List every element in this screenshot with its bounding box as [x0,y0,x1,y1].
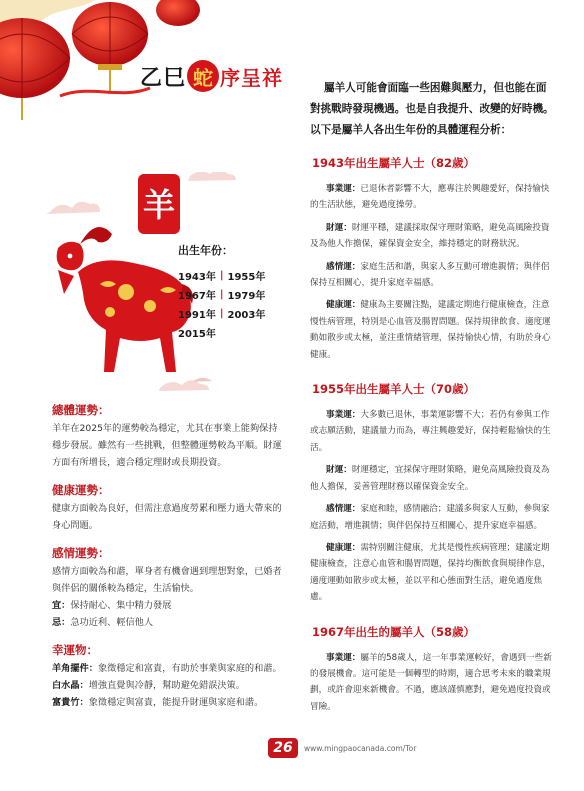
health-fortune-text: 健康方面較為良好，但需注意過度勞累和壓力過大帶來的身心問題。 [52,503,282,531]
fortune-label: 健康運： [326,300,361,311]
love-fortune-text: 感情方面較為和諧，單身者有機會遇到理想對象，已婚者與伴侶的關係較為穩定，生活愉快。 [52,566,282,594]
fortune-label: 事業運： [326,184,361,194]
website-link[interactable]: www.mingpaocanada.com/Tor [304,743,417,753]
lucky-item [52,677,284,694]
health-fortune-heading: 健康運勢： [52,483,110,497]
fortune-paragraph [310,650,555,716]
seal-char: 羊 [142,186,176,224]
page-title [140,58,300,94]
lucky-item-label: 羊角擺件： [52,663,98,674]
year-separator: | [219,289,224,300]
lucky-item [52,660,284,677]
section-heading-1967: 1967年出生的屬羊人（58歲） [312,624,476,639]
fortune-paragraph [310,181,555,214]
fortune-text: 家庭生活和諧，與家人多互動可增進親情；與伴侶保持互相關心，提升家庭幸福感。 [310,261,550,289]
overall-fortune-heading: 總體運勢： [52,403,110,417]
fortune-paragraph [310,297,555,363]
left-column [52,402,284,711]
fortune-label: 財運： [326,222,352,233]
fortune-text: 已退休者影響不大，應專注於興趣愛好，保持愉快的生活狀態，避免過度操勞。 [310,184,550,211]
page-number: 26 [268,738,298,758]
birth-year: 1955年 [227,272,266,283]
birth-year: 2003年 [227,310,266,321]
fortune-label: 事業運： [326,652,361,663]
birth-year: 1979年 [227,291,266,302]
birth-row [178,323,288,342]
birth-row [178,285,288,304]
year-separator: | [219,270,224,281]
fortune-paragraph [310,259,555,292]
fortune-text: 大多數已退休，事業運影響不大；若仍有參與工作或志願活動，建議量力而為，專注興趣愛好，保持輕鬆愉快的生活。 [310,410,551,453]
fortune-text: 財運穩定，宜採保守理財策略，避免高風險投資及為他人擔保，妥善管理財務以確保資金安全。 [310,465,550,492]
lucky-item-text: 增強直覺與冷靜，幫助避免錯誤決策。 [88,680,245,691]
do-text: 保持耐心、集中精力發展 [70,600,172,611]
avoid-label: 忌： [52,617,71,628]
title-snake-badge: 蛇 [187,60,219,92]
year-separator: | [219,308,224,319]
page-footer [268,738,416,758]
lucky-item-text: 象徵穩定和富貴，有助於事業與家庭的和諧。 [97,663,282,674]
right-column [310,78,555,721]
lucky-items-heading: 幸運物： [52,643,98,657]
lucky-item-text: 象徵穩定與富貴，能提升財運與家庭和諧。 [88,697,264,708]
lucky-item-label: 富貴竹： [52,697,89,708]
birth-years-box [178,242,288,342]
fortune-text: 健康為主要關注點，建議定期進行健康檢查，注意慢性病管理，特別是心血管及腸胃問題。保持規律飲食、適度運動如散步或太極，並注重情緒管理，保持愉快心情，有助於身心健康。 [310,300,551,360]
fortune-paragraph [310,220,555,253]
fortune-paragraph [310,462,555,495]
birth-year: 2015年 [178,329,216,340]
fortune-text: 財運平穩，建議採取保守理財策略，避免高風險投資及為他人作擔保，確保資金安全，維持穩定的財務狀況。 [310,222,550,250]
fortune-label: 財運： [326,465,352,476]
fortune-paragraph [310,540,555,606]
fortune-label: 感情運： [326,504,361,515]
birth-row [178,304,288,323]
fortune-text: 需特別關注健康，尤其是慢性疾病管理；建議定期健康檢查，注意心血管和腸胃問題，保持均衡飲食與規律作息，適度運動如散步或太極，並以平和心態面對生活，避免過度焦慮。 [310,542,551,603]
intro-paragraph: 屬羊人可能會面臨一些困難與壓力，但也能在面對挑戰時發現機遇。也是自我提升、改變的好時機。以下是屬羊人各出生年份的具體運程分析： [310,82,554,136]
fortune-label: 感情運： [326,261,361,272]
birth-year: 1967年 [178,291,216,302]
fortune-label: 健康運： [326,542,361,553]
fortune-label: 事業運： [326,410,361,421]
section-heading-1955: 1955年出生屬羊人士（70歲） [312,382,476,397]
birth-row [178,266,288,285]
fortune-text: 家庭和睦，感情融洽；建議多與家人互動，參與家庭活動，增進親情；與伴侶保持互相關心，提升家庭幸福感。 [310,504,550,531]
title-part2: 序呈祥 [220,65,284,90]
title-part1: 乙巳 [140,64,187,91]
avoid-item [52,614,284,631]
do-item [52,597,284,614]
birth-year: 1991年 [178,310,216,321]
fortune-paragraph [310,407,555,456]
fortune-text: 屬羊的58歲人，這一年事業運較好，會遇到一些新的發展機會。這可能是一個轉型的時期，適合思考未來的職業規劃，或許會迎來新機會。不過，應該謹慎應對，避免過度投資或冒險。 [310,652,552,712]
fortune-paragraph [310,501,555,534]
section-heading-1943: 1943年出生屬羊人士（82歲） [312,156,476,170]
love-fortune-heading: 感情運勢： [52,546,110,560]
birth-year: 1943年 [178,272,216,283]
overall-fortune-text: 羊年在2025年的運勢較為穩定，尤其在事業上能夠保持穩步發展。雖然有一些挑戰，但整體運勢較為平順。財運方面有所增長，適合穩定理財或長期投資。 [52,423,282,468]
do-label: 宜： [52,600,71,611]
birth-years-title: 出生年份： [178,244,233,257]
lucky-item [52,694,284,711]
lucky-item-label: 白水晶： [52,680,89,691]
avoid-text: 急功近利、輕信他人 [70,617,154,628]
